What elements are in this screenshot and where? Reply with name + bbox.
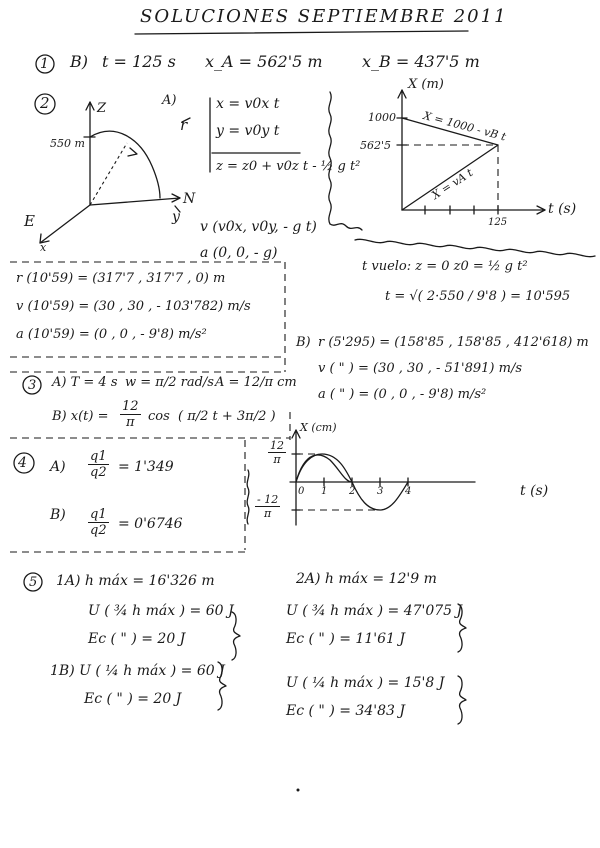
graph-x-axis-label: X (m) xyxy=(408,77,444,92)
amplitude: A = 12/π cm xyxy=(215,375,297,390)
cos-label: cos xyxy=(148,409,170,424)
osc-tick-1: 1 xyxy=(321,486,328,497)
p4-b-den: q2 xyxy=(90,523,107,538)
title-underline xyxy=(135,31,468,34)
problem-1-xb: x_B = 437'5 m xyxy=(362,52,480,71)
graph-line-a: X = vA t xyxy=(429,166,476,203)
p4-b-value: = 0'6746 xyxy=(118,516,183,532)
flight-time-eq: t = √( 2·550 / 9'8 ) = 10'595 xyxy=(385,289,571,304)
osc-tick-3: 3 xyxy=(377,486,384,497)
graph-line-b: X = 1000 - vB t xyxy=(421,109,508,144)
p4-a-fraction xyxy=(88,450,109,479)
p4-a-den: q2 xyxy=(90,465,107,480)
osc-graph-t-label: t (s) xyxy=(520,483,549,499)
osc-bot-num: - 12 xyxy=(257,493,279,506)
angular-frequency: w = π/2 rad/s xyxy=(125,375,214,390)
graph-t-axis-label: t (s) xyxy=(548,201,577,217)
axis-y-label: y xyxy=(172,209,180,225)
wavy-separator-vertical xyxy=(329,92,331,224)
oscillation-graph xyxy=(290,430,475,525)
eq-x: x = v0x t xyxy=(216,96,280,112)
height-label: 550 m xyxy=(50,137,85,150)
problem-1-part: B) xyxy=(70,52,88,71)
v-at-5-295: v ( " ) = (30 , 30 , - 51'891) m/s xyxy=(318,361,523,376)
problem-2-number: 2 xyxy=(40,94,50,112)
v-vector-eq: v (v0x, v0y, - g t) xyxy=(200,219,317,235)
axes-3d-sketch xyxy=(40,102,180,243)
phase-expression: ( π/2 t + 3π/2 ) xyxy=(178,409,276,424)
axis-x-label: x xyxy=(40,241,47,254)
osc-graph-y-label: X (cm) xyxy=(300,421,337,434)
p5-2a-u: U ( ¾ h máx ) = 47'075 J xyxy=(286,603,463,619)
osc-tick-4: 4 xyxy=(405,486,412,497)
part-a-label: A) xyxy=(162,93,177,108)
period: A) T = 4 s xyxy=(52,375,118,390)
p5-2a-ec: Ec ( " ) = 11'61 J xyxy=(286,631,405,647)
p5-1b-u: 1B) U ( ¼ h máx ) = 60 J xyxy=(50,663,225,679)
problem-3-number: 3 xyxy=(28,378,37,393)
p5-2b-ec: Ec ( " ) = 34'83 J xyxy=(286,703,405,719)
osc-tick-2: 2 xyxy=(349,486,356,497)
p5-1a-hmax: 1A) h máx = 16'326 m xyxy=(56,573,215,589)
p4-a-value: = 1'349 xyxy=(118,459,174,475)
graph-5625-label: 562'5 xyxy=(360,139,392,152)
flight-time-condition: t vuelo: z = 0 z0 = ½ g t² xyxy=(362,259,528,274)
r-vector-label: r xyxy=(180,116,188,134)
amplitude-num: 12 xyxy=(122,399,139,414)
osc-top-num: 12 xyxy=(270,439,284,452)
wavy-separator-horizontal xyxy=(355,239,595,256)
r-at-10-59: r (10'59) = (317'7 , 317'7 , 0) m xyxy=(16,271,226,286)
graph-1000-label: 1000 xyxy=(368,111,396,124)
eq-z: z = z0 + v0z t - ½ g t² xyxy=(216,159,361,174)
problem-4-number: 4 xyxy=(18,455,27,471)
page-title: SOLUCIONES SEPTIEMBRE 2011 xyxy=(140,6,508,27)
axis-z-label: Z xyxy=(97,101,107,116)
osc-bottom-amplitude xyxy=(255,494,280,519)
problem-5-number: 5 xyxy=(29,575,38,590)
r-at-5-295: r (5'295) = (158'85 , 158'85 , 412'618) m xyxy=(318,335,589,350)
p4-b-fraction xyxy=(88,508,109,537)
axis-e-label: E xyxy=(24,212,35,230)
v-at-10-59: v (10'59) = (30 , 30 , - 103'782) m/s xyxy=(16,299,251,314)
position-eq-prefix: B) x(t) = xyxy=(52,409,109,424)
a-at-5-295: a ( " ) = (0 , 0 , - 9'8) m/s² xyxy=(318,387,487,402)
osc-top-den: π xyxy=(273,453,281,466)
graph-125-label: 125 xyxy=(488,217,508,228)
axis-n-label: N xyxy=(183,191,196,207)
p4-part-b: B) xyxy=(50,507,66,523)
p4-part-a: A) xyxy=(50,459,66,475)
problem-1-xa: x_A = 562'5 m xyxy=(205,52,323,71)
p5-1a-ec: Ec ( " ) = 20 J xyxy=(88,631,186,647)
a-vector-eq: a (0, 0, - g) xyxy=(200,245,278,261)
osc-bot-den: π xyxy=(263,507,272,520)
p4-a-num: q1 xyxy=(90,449,107,464)
problem-1-time: t = 125 s xyxy=(102,52,176,71)
a-at-10-59: a (10'59) = (0 , 0 , - 9'8) m/s² xyxy=(16,327,207,342)
position-time-graph xyxy=(397,90,545,214)
part-b-label: B) xyxy=(296,335,311,350)
p5-2b-u: U ( ¼ h máx ) = 15'8 J xyxy=(286,675,445,691)
osc-tick-0: 0 xyxy=(298,486,305,497)
eq-y: y = v0y t xyxy=(216,123,280,139)
osc-top-amplitude xyxy=(268,440,286,465)
amplitude-den: π xyxy=(126,415,135,430)
p4-b-num: q1 xyxy=(90,507,107,522)
amplitude-fraction xyxy=(120,400,141,429)
problem-1-number: 1 xyxy=(40,56,49,72)
p5-1b-ec: Ec ( " ) = 20 J xyxy=(84,691,182,707)
p5-1a-u: U ( ¾ h máx ) = 60 J xyxy=(88,603,234,619)
p5-2a-hmax: 2A) h máx = 12'9 m xyxy=(296,571,437,587)
